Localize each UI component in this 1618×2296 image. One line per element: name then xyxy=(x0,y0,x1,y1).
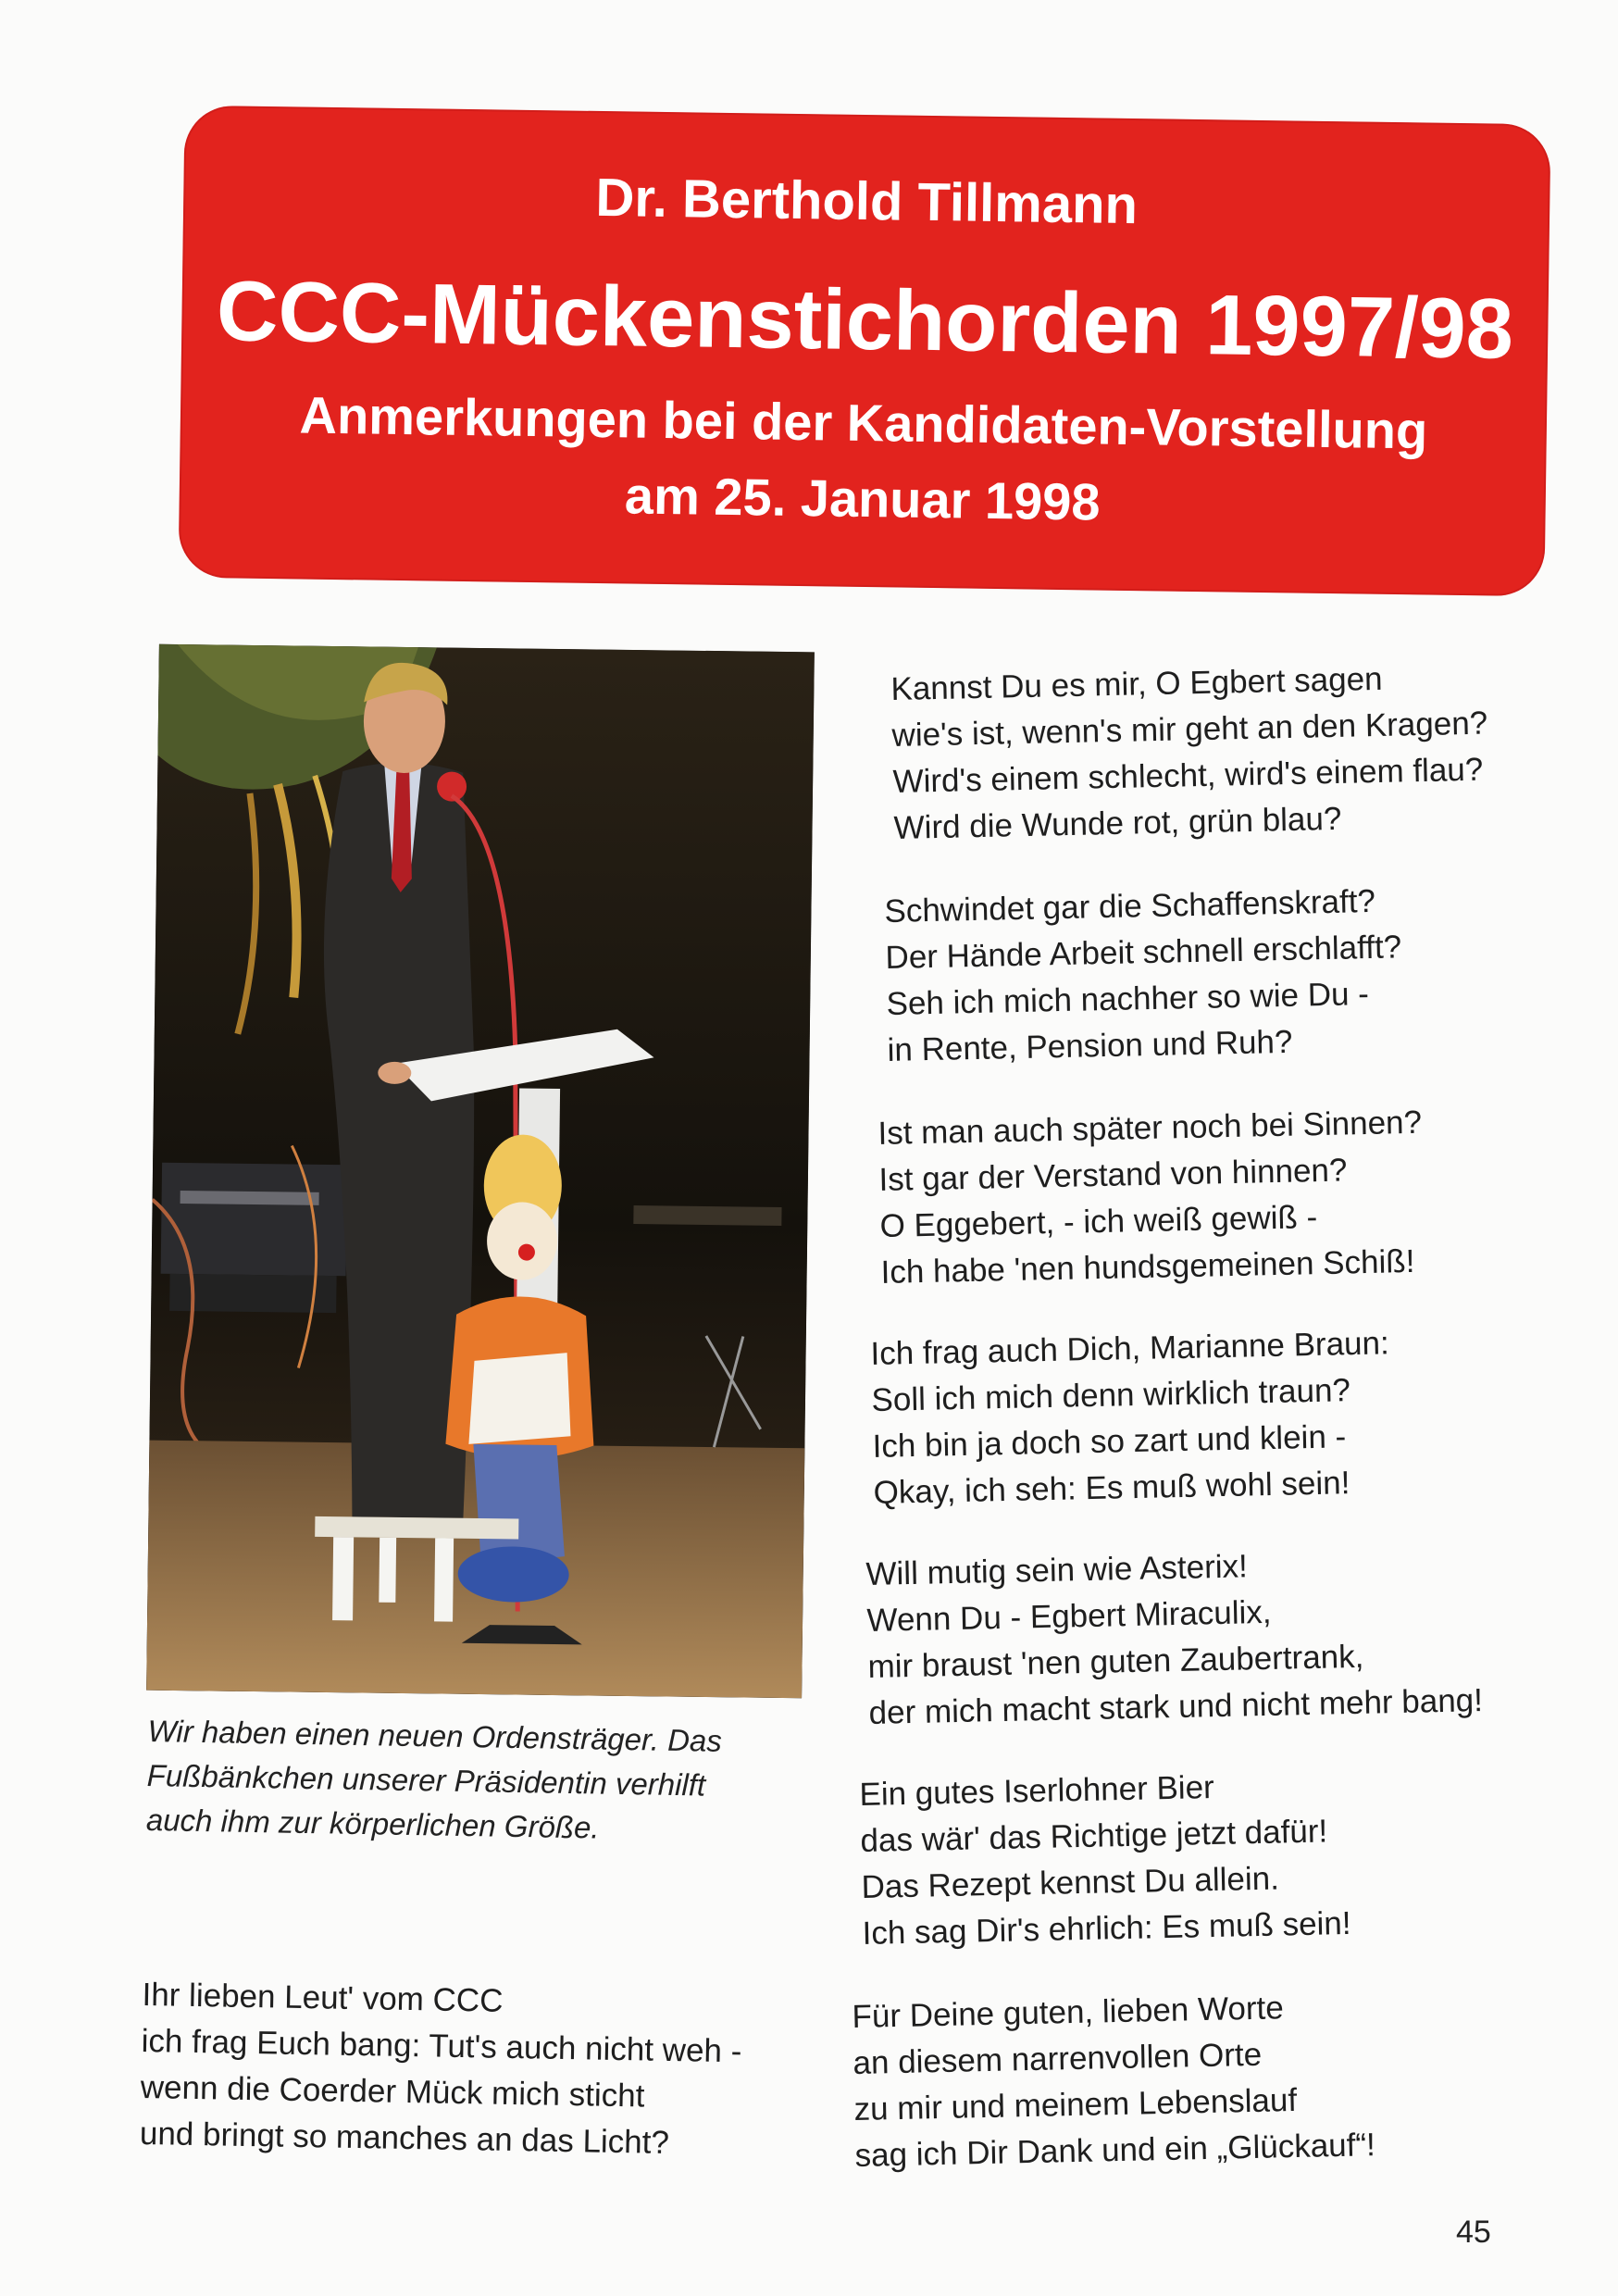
poem-stanza-3 xyxy=(884,878,1404,1074)
poem-stanza-4 xyxy=(877,1100,1425,1296)
poem-line: Ein gutes Iserlohner Bier xyxy=(859,1768,1215,1813)
poem-line: Ich bin ja doch so zart und klein - xyxy=(872,1418,1347,1465)
poem-line: wenn die Coerder Mück mich sticht xyxy=(140,2068,645,2115)
poem-line: Für Deine guten, lieben Worte xyxy=(852,1990,1285,2035)
poem-line: zu mir und meinem Lebenslauf xyxy=(853,2081,1298,2128)
poem-line: mir braust 'nen guten Zaubertrank, xyxy=(867,1638,1364,1685)
poem-line: an diesem narrenvollen Orte xyxy=(853,2036,1263,2081)
poem-line: Wird die Wunde rot, grün blau? xyxy=(893,800,1342,846)
poem-line: Das Rezept kennst Du allein. xyxy=(861,1860,1280,1905)
article-title: CCC-Mückenstichorden 1997/98 xyxy=(216,264,1514,377)
poem-line: der mich macht stark und nicht mehr bang! xyxy=(868,1682,1484,1731)
poem-line: Soll ich mich denn wirklich traun? xyxy=(871,1372,1351,1418)
poem-line: O Eggebert, - ich weiß gewiß - xyxy=(879,1199,1318,1244)
poem-line: sag ich Dir Dank und ein „Glückauf“! xyxy=(854,2127,1376,2174)
poem-line: in Rente, Pension und Ruh? xyxy=(887,1023,1293,1068)
poem-line: Ich frag auch Dich, Marianne Braun: xyxy=(870,1325,1390,1372)
poem-line: Qkay, ich seh: Es muß wohl sein! xyxy=(873,1465,1350,1511)
poem-stanza-1 xyxy=(140,1972,743,2167)
poem-line: Ihr lieben Leut' vom CCC xyxy=(142,1976,504,2019)
caption-line: Wir haben einen neuen Ordensträger. Das xyxy=(147,1713,723,1758)
poem-line: Der Hände Arbeit schnell erschlafft? xyxy=(885,929,1402,976)
poem-line: das wär' das Richtige jetzt dafür! xyxy=(860,1813,1328,1859)
title-banner xyxy=(179,106,1551,597)
subtitle-line-2: am 25. Januar 1998 xyxy=(624,466,1101,531)
author-name: Dr. Berthold Tillmann xyxy=(595,167,1139,236)
poem-line: Wird's einem schlecht, wird's einem flau? xyxy=(892,751,1484,800)
poem-line: Ist man auch später noch bei Sinnen? xyxy=(877,1104,1423,1152)
poem-stanza-5 xyxy=(870,1320,1392,1516)
poem-line: Will mutig sein wie Asterix! xyxy=(865,1548,1249,1592)
speaker-photo xyxy=(146,644,815,1699)
caption-line: auch ihm zur körperlichen Größe. xyxy=(145,1802,600,1845)
poem-line: Seh ich mich nachher so wie Du - xyxy=(886,976,1370,1022)
poem-line: Ich sag Dir's ehrlich: Es muß sein! xyxy=(862,1904,1351,1952)
page-number: 45 xyxy=(1456,2215,1491,2250)
poem-line: Kannst Du es mir, O Egbert sagen xyxy=(890,660,1383,707)
poem-stanza-8 xyxy=(852,1983,1375,2179)
poem-line: ich frag Euch bang: Tut's auch nicht weh - xyxy=(141,2022,742,2070)
poem-stanza-6 xyxy=(865,1539,1483,1737)
poem-stanza-7 xyxy=(859,1762,1351,1957)
subtitle-line-1: Anmerkungen bei der Kandidaten-Vorstellung xyxy=(299,385,1428,460)
poem-line: Wenn Du - Egbert Miraculix, xyxy=(866,1593,1272,1639)
poem-line: und bringt so manches an das Licht? xyxy=(139,2115,670,2161)
poem-line: Ich habe 'nen hundsgemeinen Schiß! xyxy=(880,1242,1415,1291)
poem-stanza-2 xyxy=(890,655,1490,852)
poem-line: wie's ist, wenn's mir geht an den Kragen? xyxy=(891,705,1488,754)
poem-line: Schwindet gar die Schaffenskraft? xyxy=(884,882,1376,930)
photo-caption xyxy=(145,1709,814,1854)
poem-line: Ist gar der Verstand von hinnen? xyxy=(878,1152,1348,1198)
caption-line: Fußbänkchen unserer Präsidentin verhilft xyxy=(146,1757,706,1803)
